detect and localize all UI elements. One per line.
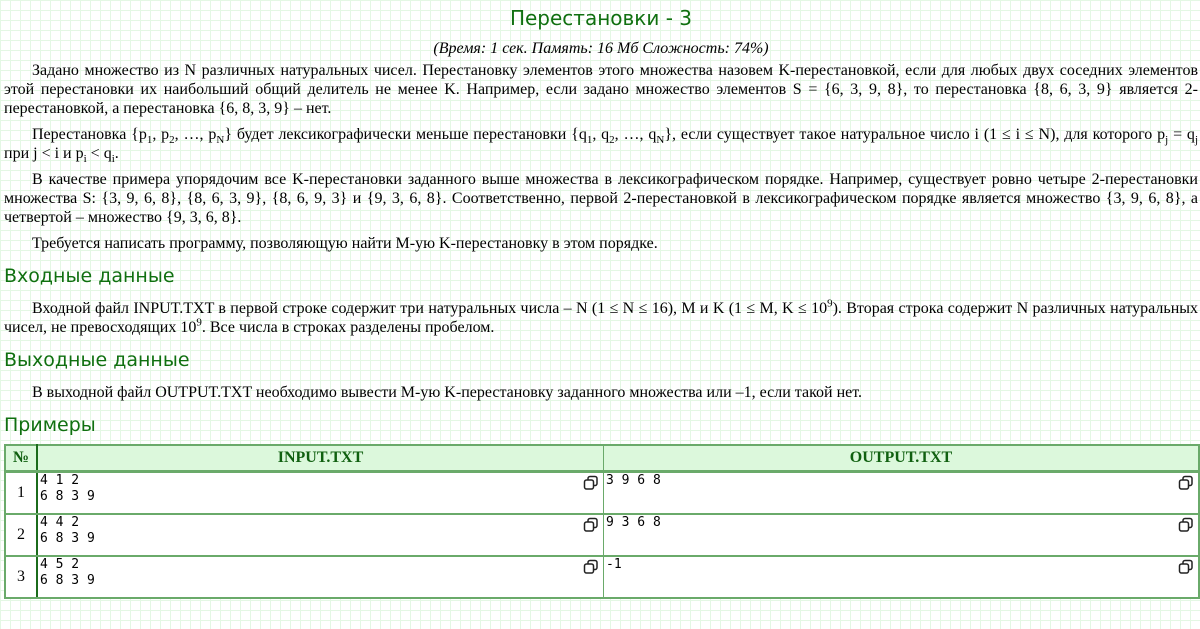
statement-p2: Перестановка {$p_1$, $p_2$, …, $p_N$} будет лексикографически меньше перестановки {$q_1$, $q_2$, …, $q_N$}, если существует такое натуральное число i (1 ≤ i ≤ N), для которого $p_j = q_j$ при j < i и $p_i < q_i$.	[4, 126, 1198, 166]
statement-p4: Требуется написать программу, позволяющую найти M-ую K-перестановку в этом порядке.	[32, 235, 658, 252]
examples-table	[4, 444, 1200, 599]
table-row	[5, 514, 1199, 556]
example-output: -1	[606, 557, 622, 572]
page-title: Перестановки - 3	[509, 6, 693, 30]
limits: (Время: 1 сек. Память: 16 Мб Сложность: 74%)	[433, 40, 769, 57]
row-number: 2	[5, 514, 37, 556]
copy-icon[interactable]	[1178, 559, 1194, 575]
output-text: В выходной файл OUTPUT.TXT необходимо вывести M-ую K-перестановку заданного множества или –1, если такой нет.	[32, 384, 863, 401]
input-text: Входной файл INPUT.TXT в первой строке содержит три натуральных числа – N (1 ≤ N ≤ 16), M и K (1 ≤ M, $K \le 10^9$). Вторая строка содержит N различных натуральных чисел, не превосходящих $10^9$. Все числа в строках разделены пробелом.	[4, 297, 1199, 336]
example-input: 4 1 2 6 8 3 9	[40, 473, 95, 504]
col-num: №	[5, 445, 37, 472]
example-input: 4 5 2 6 8 3 9	[40, 557, 95, 588]
row-number: 1	[5, 472, 37, 515]
input-heading: Входные данные	[4, 265, 175, 287]
copy-icon[interactable]	[1178, 517, 1194, 533]
statement-p3: В качестве примера упорядочим все K-перестановки заданного выше множества в лексикографическом порядке. Например, существует ровно четыре 2-перестановки множества S: {3, 9, 6, 8}, {8, 6, 3, 9}, {8, 6, 9, 3} и {9, 3, 6, 8}. Соответственно, первой 2-перестановкой в лексикографическом порядке является множество {3, 9, 6, 8}, а четвертой – множество {9, 3, 6, 8}.	[4, 171, 1198, 226]
table-row	[5, 556, 1199, 598]
copy-icon[interactable]	[583, 475, 599, 491]
table-row	[5, 472, 1199, 515]
example-input: 4 4 2 6 8 3 9	[40, 515, 95, 546]
example-output: 3 9 6 8	[606, 473, 661, 488]
output-heading: Выходные данные	[4, 349, 190, 371]
statement-p1: Задано множество из N различных натуральных чисел. Перестановку элементов этого множества назовем K-перестановкой, если для любых двух соседних элементов этой перестановки их наибольший общий делитель не менее K. Например, если задано множество элементов S = {6, 3, 9, 8}, то перестановка {8, 6, 3, 9} является 2-перестановкой, а перестановка {6, 8, 3, 9} – нет.	[4, 62, 1198, 117]
copy-icon[interactable]	[583, 517, 599, 533]
example-output: 9 3 6 8	[606, 515, 661, 530]
col-input: INPUT.TXT	[37, 445, 604, 472]
copy-icon[interactable]	[583, 559, 599, 575]
examples-heading: Примеры	[4, 414, 96, 436]
row-number: 3	[5, 556, 37, 598]
col-output: OUTPUT.TXT	[604, 445, 1200, 472]
copy-icon[interactable]	[1178, 475, 1194, 491]
